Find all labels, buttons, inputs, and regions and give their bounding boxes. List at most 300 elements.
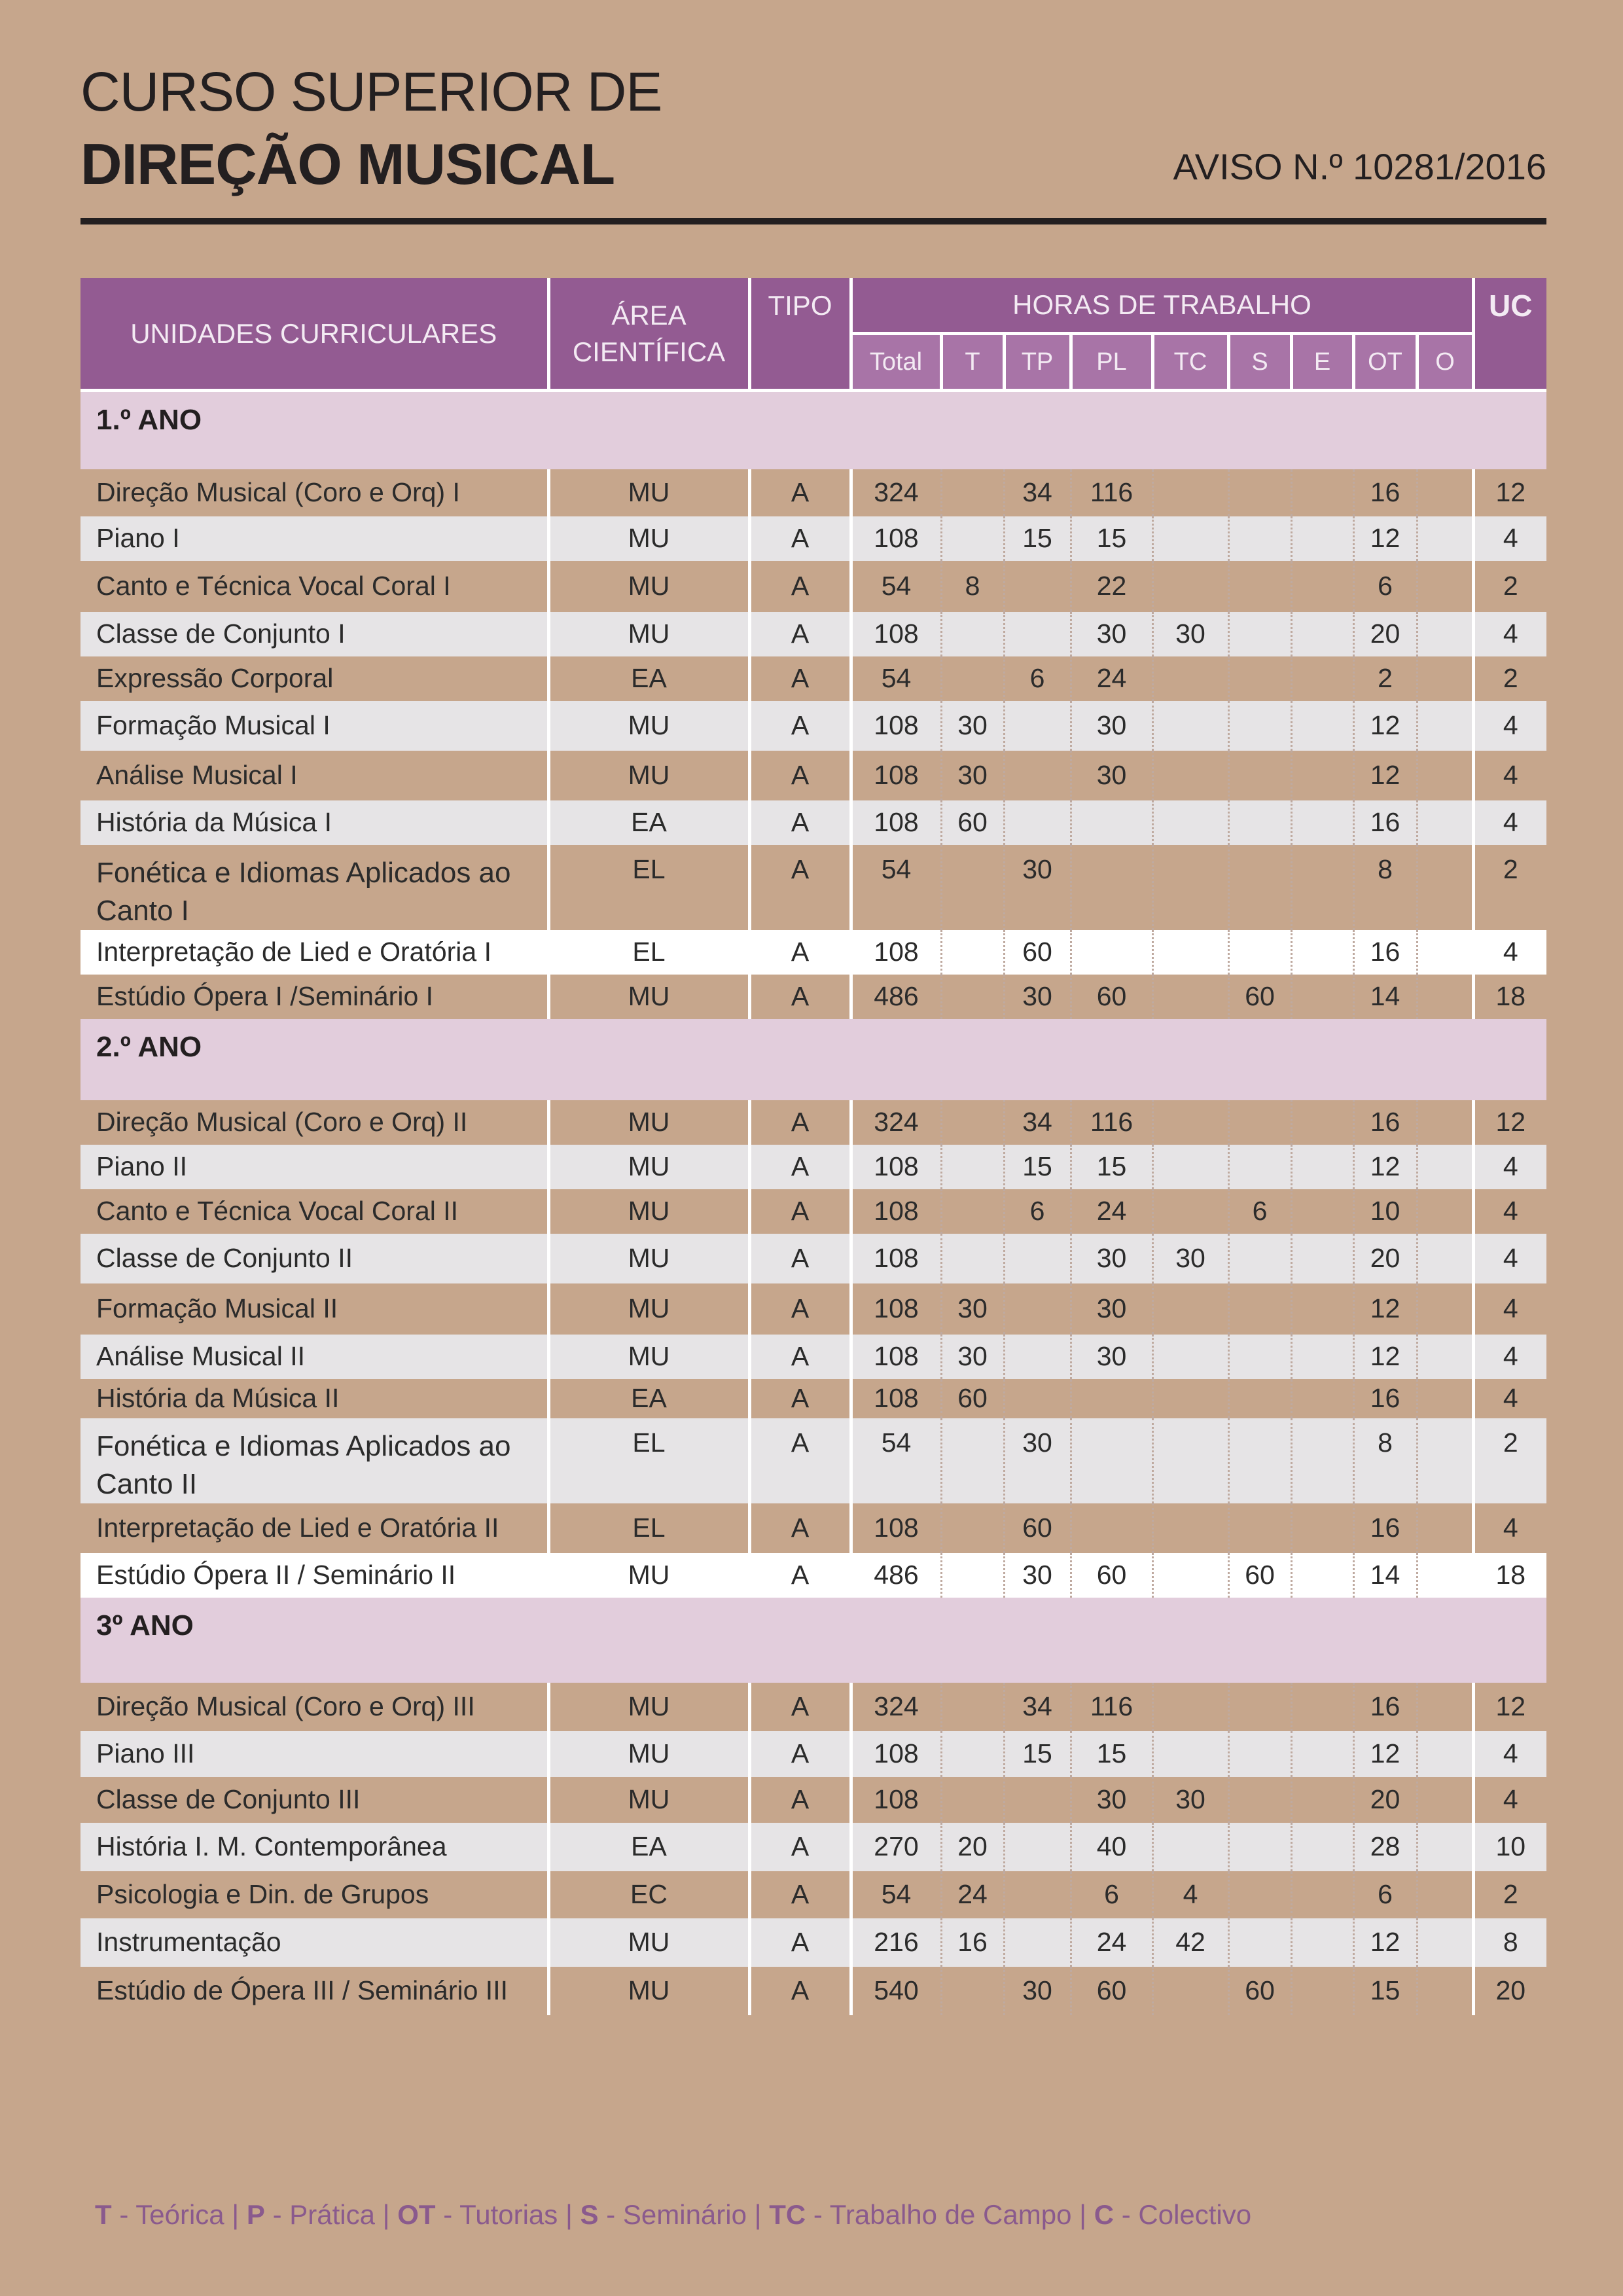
cell-o [1417, 1418, 1473, 1503]
legend-separator: | [374, 2199, 398, 2230]
cell-pl: 60 [1071, 1967, 1152, 2015]
cell-area: EA [548, 800, 749, 845]
cell-e [1291, 1234, 1353, 1283]
cell-ot: 14 [1353, 1553, 1417, 1598]
cell-total: 108 [851, 751, 941, 800]
cell-o [1417, 751, 1473, 800]
title-line-1: CURSO SUPERIOR DE [80, 61, 662, 122]
cell-tc [1152, 1503, 1228, 1553]
cell-area: EL [548, 1503, 749, 1553]
cell-tipo: A [749, 561, 851, 612]
cell-unidade: Direção Musical (Coro e Orq) I [80, 469, 548, 516]
cell-t: 20 [941, 1823, 1004, 1871]
cell-area: MU [548, 469, 749, 516]
cell-pl: 24 [1071, 656, 1152, 701]
cell-tp [1004, 1379, 1071, 1418]
year-label: 2.º ANO [80, 1019, 1546, 1100]
cell-o [1417, 1335, 1473, 1379]
cell-tipo: A [749, 1145, 851, 1189]
cell-tipo: A [749, 751, 851, 800]
cell-tp: 34 [1004, 469, 1071, 516]
cell-o [1417, 930, 1473, 975]
cell-e [1291, 656, 1353, 701]
cell-pl [1071, 800, 1152, 845]
cell-tipo: A [749, 1234, 851, 1283]
cell-tipo: A [749, 800, 851, 845]
cell-ot: 12 [1353, 701, 1417, 751]
table-row [80, 1683, 1546, 1731]
cell-unidade: Fonética e Idiomas Aplicados ao Canto II [80, 1418, 548, 1503]
cell-tp: 60 [1004, 930, 1071, 975]
cell-area: MU [548, 1335, 749, 1379]
cell-o [1417, 1967, 1473, 2015]
cell-unidade: Instrumentação [80, 1918, 548, 1967]
cell-ot: 8 [1353, 1418, 1417, 1503]
legend-dash: - [1114, 2199, 1139, 2230]
cell-o [1417, 800, 1473, 845]
cell-tipo: A [749, 1189, 851, 1234]
legend-dash: - [435, 2199, 460, 2230]
cell-ot: 12 [1353, 516, 1417, 561]
cell-tc [1152, 751, 1228, 800]
cell-o [1417, 1683, 1473, 1731]
cell-tp [1004, 612, 1071, 656]
cell-area: MU [548, 1234, 749, 1283]
cell-t: 30 [941, 1335, 1004, 1379]
cell-total: 540 [851, 1967, 941, 2015]
cell-total: 108 [851, 930, 941, 975]
legend-separator: | [746, 2199, 770, 2230]
legend-code: S [580, 2199, 599, 2230]
cell-area: MU [548, 975, 749, 1019]
cell-ot: 12 [1353, 1918, 1417, 1967]
legend-dash: - [111, 2199, 136, 2230]
cell-s [1228, 701, 1291, 751]
cell-uc: 4 [1473, 612, 1546, 656]
cell-o [1417, 612, 1473, 656]
cell-pl: 30 [1071, 1777, 1152, 1823]
cell-area: MU [548, 1683, 749, 1731]
legend-label: Colectivo [1138, 2199, 1252, 2230]
cell-tp [1004, 1871, 1071, 1918]
cell-s [1228, 1871, 1291, 1918]
cell-area: MU [548, 1100, 749, 1145]
cell-unidade: História da Música II [80, 1379, 548, 1418]
cell-pl: 30 [1071, 1335, 1152, 1379]
cell-s [1228, 845, 1291, 930]
cell-e [1291, 930, 1353, 975]
legend-code: OT [397, 2199, 436, 2230]
cell-tipo: A [749, 1871, 851, 1918]
cell-tp: 15 [1004, 1145, 1071, 1189]
cell-tipo: A [749, 1503, 851, 1553]
cell-s: 60 [1228, 1967, 1291, 2015]
cell-o [1417, 1777, 1473, 1823]
cell-uc: 4 [1473, 751, 1546, 800]
cell-ot: 10 [1353, 1189, 1417, 1234]
legend-dash: - [806, 2199, 830, 2230]
cell-total: 486 [851, 975, 941, 1019]
cell-tipo: A [749, 1683, 851, 1731]
cell-e [1291, 701, 1353, 751]
header-unidades: UNIDADES CURRICULARES [80, 278, 548, 391]
table-body [80, 391, 1546, 2015]
cell-ot: 12 [1353, 1283, 1417, 1335]
cell-tp [1004, 1335, 1071, 1379]
cell-tc [1152, 800, 1228, 845]
cell-unidade: Expressão Corporal [80, 656, 548, 701]
cell-unidade: Canto e Técnica Vocal Coral I [80, 561, 548, 612]
cell-total: 108 [851, 612, 941, 656]
cell-t: 60 [941, 1379, 1004, 1418]
header-sub-ot: OT [1353, 334, 1417, 391]
cell-e [1291, 1918, 1353, 1967]
cell-uc: 4 [1473, 1335, 1546, 1379]
cell-t: 16 [941, 1918, 1004, 1967]
table-row [80, 975, 1546, 1019]
cell-uc: 4 [1473, 1283, 1546, 1335]
cell-tipo: A [749, 930, 851, 975]
cell-total: 108 [851, 1283, 941, 1335]
cell-s [1228, 1823, 1291, 1871]
cell-tipo: A [749, 469, 851, 516]
cell-t [941, 612, 1004, 656]
cell-uc: 4 [1473, 1234, 1546, 1283]
cell-unidade: Classe de Conjunto II [80, 1234, 548, 1283]
legend-label: Teórica [135, 2199, 224, 2230]
table-row [80, 612, 1546, 656]
cell-unidade: Piano III [80, 1731, 548, 1777]
cell-unidade: Psicologia e Din. de Grupos [80, 1871, 548, 1918]
header-tipo: TIPO [749, 278, 851, 391]
cell-tc [1152, 561, 1228, 612]
cell-area: EL [548, 845, 749, 930]
legend-code: TC [769, 2199, 806, 2230]
cell-o [1417, 701, 1473, 751]
cell-ot: 16 [1353, 1100, 1417, 1145]
cell-tc: 4 [1152, 1871, 1228, 1918]
legend-dash: - [264, 2199, 290, 2230]
cell-uc: 12 [1473, 469, 1546, 516]
cell-total: 108 [851, 701, 941, 751]
cell-uc: 4 [1473, 1189, 1546, 1234]
cell-e [1291, 1335, 1353, 1379]
cell-e [1291, 1283, 1353, 1335]
cell-t [941, 1234, 1004, 1283]
table-row [80, 1379, 1546, 1418]
cell-uc: 12 [1473, 1100, 1546, 1145]
table-row [80, 751, 1546, 800]
cell-tc [1152, 1418, 1228, 1503]
cell-tp: 30 [1004, 1418, 1071, 1503]
table-row [80, 1918, 1546, 1967]
year-row [80, 1019, 1546, 1100]
cell-s: 60 [1228, 1553, 1291, 1598]
cell-o [1417, 975, 1473, 1019]
cell-tp: 30 [1004, 1553, 1071, 1598]
cell-s [1228, 1100, 1291, 1145]
cell-uc: 4 [1473, 930, 1546, 975]
table-row [80, 1553, 1546, 1598]
table-header [80, 278, 1546, 391]
cell-pl [1071, 845, 1152, 930]
cell-pl: 116 [1071, 1100, 1152, 1145]
cell-tipo: A [749, 701, 851, 751]
cell-ot: 16 [1353, 930, 1417, 975]
cell-tp: 34 [1004, 1683, 1071, 1731]
cell-t: 30 [941, 701, 1004, 751]
cell-area: MU [548, 1283, 749, 1335]
cell-o [1417, 845, 1473, 930]
cell-t [941, 1553, 1004, 1598]
header-sub-o: O [1417, 334, 1473, 391]
cell-tipo: A [749, 1100, 851, 1145]
cell-tipo: A [749, 1731, 851, 1777]
curriculum-table [80, 278, 1546, 2015]
table-row [80, 656, 1546, 701]
cell-e [1291, 845, 1353, 930]
legend-label: Prática [289, 2199, 375, 2230]
table-row [80, 1145, 1546, 1189]
cell-ot: 12 [1353, 1145, 1417, 1189]
cell-e [1291, 1823, 1353, 1871]
cell-total: 324 [851, 1100, 941, 1145]
cell-t [941, 1189, 1004, 1234]
cell-area: EA [548, 1379, 749, 1418]
cell-e [1291, 561, 1353, 612]
cell-total: 108 [851, 1335, 941, 1379]
cell-ot: 8 [1353, 845, 1417, 930]
cell-o [1417, 1145, 1473, 1189]
cell-total: 54 [851, 1871, 941, 1918]
cell-tc [1152, 1100, 1228, 1145]
cell-s [1228, 1335, 1291, 1379]
table-row [80, 516, 1546, 561]
cell-area: EL [548, 1418, 749, 1503]
cell-e [1291, 1503, 1353, 1553]
cell-unidade: Fonética e Idiomas Aplicados ao Canto I [80, 845, 548, 930]
cell-uc: 20 [1473, 1967, 1546, 2015]
cell-tipo: A [749, 975, 851, 1019]
table-row [80, 469, 1546, 516]
cell-e [1291, 1683, 1353, 1731]
cell-total: 324 [851, 469, 941, 516]
cell-e [1291, 1553, 1353, 1598]
cell-tipo: A [749, 1379, 851, 1418]
cell-tc [1152, 469, 1228, 516]
table-row [80, 1418, 1546, 1503]
cell-t [941, 1777, 1004, 1823]
cell-total: 216 [851, 1918, 941, 1967]
cell-t [941, 1731, 1004, 1777]
header-sub-tp: TP [1004, 334, 1071, 391]
cell-o [1417, 1100, 1473, 1145]
cell-s [1228, 751, 1291, 800]
cell-area: EA [548, 656, 749, 701]
cell-unidade: Análise Musical II [80, 1335, 548, 1379]
cell-o [1417, 1731, 1473, 1777]
cell-pl: 30 [1071, 751, 1152, 800]
cell-uc: 4 [1473, 800, 1546, 845]
cell-unidade: Análise Musical I [80, 751, 548, 800]
cell-tc [1152, 1683, 1228, 1731]
cell-tc [1152, 701, 1228, 751]
cell-e [1291, 1145, 1353, 1189]
cell-t [941, 845, 1004, 930]
cell-tp: 6 [1004, 656, 1071, 701]
table-row [80, 1283, 1546, 1335]
cell-e [1291, 1777, 1353, 1823]
cell-area: MU [548, 561, 749, 612]
cell-s [1228, 1503, 1291, 1553]
cell-tipo: A [749, 1823, 851, 1871]
cell-tp [1004, 1918, 1071, 1967]
cell-pl: 30 [1071, 701, 1152, 751]
cell-o [1417, 1553, 1473, 1598]
header-sub-pl: PL [1071, 334, 1152, 391]
cell-tp: 30 [1004, 845, 1071, 930]
cell-tp: 15 [1004, 1731, 1071, 1777]
legend [95, 2199, 1251, 2231]
cell-tc [1152, 1283, 1228, 1335]
table-row [80, 1967, 1546, 2015]
cell-s [1228, 612, 1291, 656]
legend-separator: | [224, 2199, 247, 2230]
cell-e [1291, 751, 1353, 800]
cell-total: 108 [851, 1731, 941, 1777]
cell-area: MU [548, 1777, 749, 1823]
cell-s [1228, 1918, 1291, 1967]
cell-s [1228, 800, 1291, 845]
legend-label: Tutorias [459, 2199, 558, 2230]
cell-uc: 10 [1473, 1823, 1546, 1871]
cell-t [941, 1145, 1004, 1189]
table-row [80, 1777, 1546, 1823]
cell-o [1417, 1823, 1473, 1871]
cell-t [941, 656, 1004, 701]
cell-e [1291, 975, 1353, 1019]
cell-t [941, 1418, 1004, 1503]
cell-area: MU [548, 612, 749, 656]
cell-t: 24 [941, 1871, 1004, 1918]
cell-tp [1004, 1823, 1071, 1871]
cell-uc: 4 [1473, 1379, 1546, 1418]
cell-uc: 4 [1473, 516, 1546, 561]
cell-pl [1071, 1418, 1152, 1503]
cell-pl [1071, 1379, 1152, 1418]
cell-tipo: A [749, 1918, 851, 1967]
cell-unidade: Piano I [80, 516, 548, 561]
cell-area: MU [548, 1918, 749, 1967]
legend-label: Seminário [622, 2199, 747, 2230]
cell-s: 6 [1228, 1189, 1291, 1234]
cell-uc: 8 [1473, 1918, 1546, 1967]
cell-tc [1152, 1823, 1228, 1871]
cell-tipo: A [749, 845, 851, 930]
cell-total: 108 [851, 1503, 941, 1553]
cell-pl: 60 [1071, 975, 1152, 1019]
cell-unidade: Formação Musical I [80, 701, 548, 751]
cell-area: MU [548, 1189, 749, 1234]
cell-unidade: História I. M. Contemporânea [80, 1823, 548, 1871]
cell-total: 108 [851, 1189, 941, 1234]
cell-t [941, 516, 1004, 561]
cell-tc [1152, 1553, 1228, 1598]
cell-tp [1004, 800, 1071, 845]
cell-tipo: A [749, 612, 851, 656]
table-row [80, 561, 1546, 612]
cell-s [1228, 1379, 1291, 1418]
header-sub-t: T [941, 334, 1004, 391]
cell-unidade: Piano II [80, 1145, 548, 1189]
cell-o [1417, 656, 1473, 701]
cell-area: EC [548, 1871, 749, 1918]
cell-t [941, 930, 1004, 975]
cell-pl: 22 [1071, 561, 1152, 612]
cell-e [1291, 1967, 1353, 2015]
cell-tc [1152, 930, 1228, 975]
cell-t: 60 [941, 800, 1004, 845]
cell-s [1228, 516, 1291, 561]
header-area: ÁREA CIENTÍFICA [548, 278, 749, 391]
cell-uc: 4 [1473, 1503, 1546, 1553]
cell-tipo: A [749, 1418, 851, 1503]
cell-total: 54 [851, 845, 941, 930]
cell-tp: 15 [1004, 516, 1071, 561]
legend-code: P [246, 2199, 265, 2230]
cell-s: 60 [1228, 975, 1291, 1019]
cell-unidade: Classe de Conjunto III [80, 1777, 548, 1823]
cell-ot: 16 [1353, 1379, 1417, 1418]
legend-label: Trabalho de Campo [829, 2199, 1072, 2230]
cell-unidade: Interpretação de Lied e Oratória II [80, 1503, 548, 1553]
cell-unidade: História da Música I [80, 800, 548, 845]
header-divider [80, 218, 1546, 224]
cell-unidade: Canto e Técnica Vocal Coral II [80, 1189, 548, 1234]
cell-ot: 12 [1353, 1731, 1417, 1777]
cell-s [1228, 656, 1291, 701]
cell-t [941, 1683, 1004, 1731]
cell-pl: 15 [1071, 1731, 1152, 1777]
cell-tp [1004, 561, 1071, 612]
table-row [80, 845, 1546, 930]
cell-t [941, 1967, 1004, 2015]
cell-area: MU [548, 751, 749, 800]
cell-area: MU [548, 1967, 749, 2015]
cell-tp [1004, 751, 1071, 800]
cell-total: 108 [851, 800, 941, 845]
legend-dash: - [598, 2199, 623, 2230]
cell-ot: 16 [1353, 800, 1417, 845]
cell-o [1417, 1379, 1473, 1418]
cell-tp [1004, 1283, 1071, 1335]
cell-uc: 2 [1473, 1418, 1546, 1503]
cell-tc [1152, 656, 1228, 701]
year-row [80, 391, 1546, 469]
cell-ot: 16 [1353, 469, 1417, 516]
cell-pl [1071, 1503, 1152, 1553]
cell-tipo: A [749, 1553, 851, 1598]
header-sub-tc: TC [1152, 334, 1228, 391]
cell-ot: 16 [1353, 1683, 1417, 1731]
cell-uc: 4 [1473, 701, 1546, 751]
cell-s [1228, 561, 1291, 612]
cell-pl: 40 [1071, 1823, 1152, 1871]
cell-tc: 30 [1152, 612, 1228, 656]
table-row [80, 1823, 1546, 1871]
cell-tp [1004, 1777, 1071, 1823]
cell-ot: 20 [1353, 1234, 1417, 1283]
